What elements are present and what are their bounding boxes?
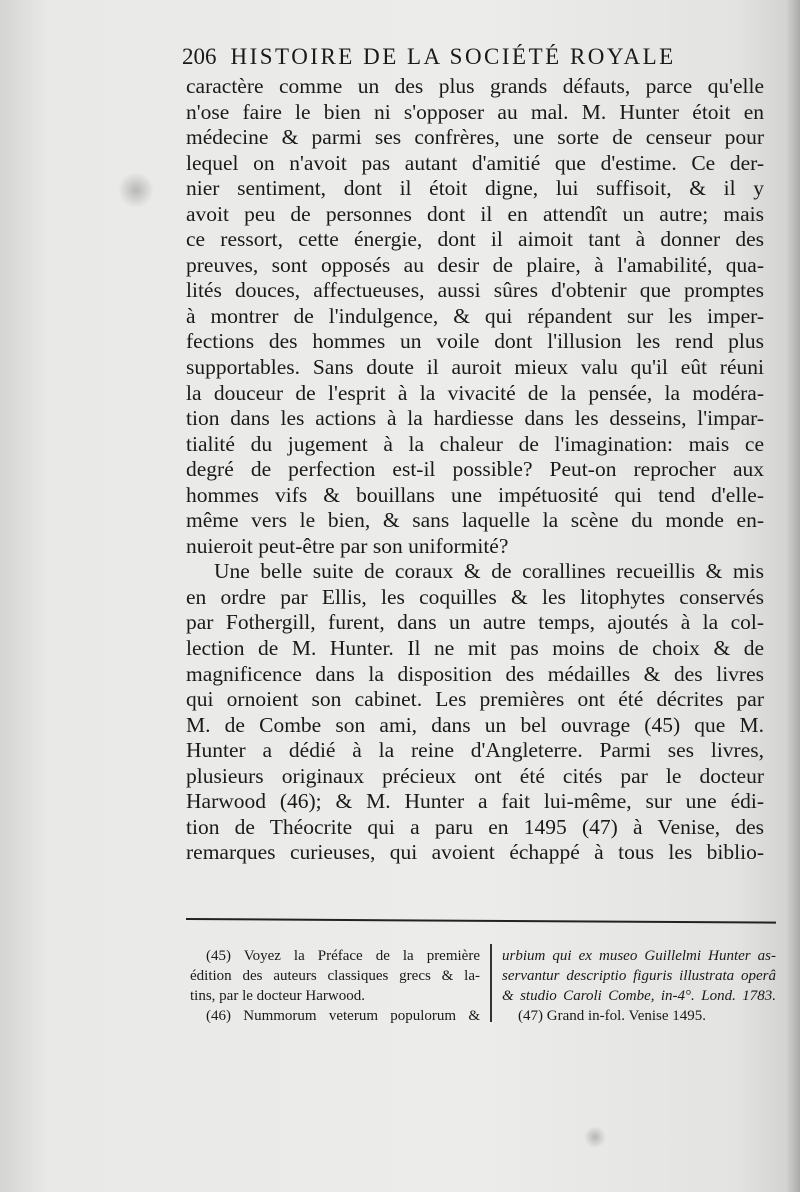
page-number: 206 xyxy=(182,44,217,69)
footnotes-left-column xyxy=(190,946,480,1026)
text-line: lequel on n'avoit pas autant d'amitié que d'estime. Ce der- xyxy=(186,150,764,175)
text-line: Une belle suite de coraux & de corallines recueillis & mis xyxy=(214,559,764,584)
text-line: tialité du jugement à la chaleur de l'imagination: mais ce xyxy=(186,431,764,456)
paper-stain xyxy=(118,172,154,208)
footnote-line: (46) Nummorum veterum populorum & xyxy=(206,1008,480,1024)
text-line: nier sentiment, dont il étoit digne, lui suffisoit, & il y xyxy=(186,176,764,201)
text-line: à montrer de l'indulgence, & qui répandent sur les imper- xyxy=(186,303,764,328)
footnote-line: & studio Caroli Combe, in-4°. Lond. 1783. xyxy=(502,988,776,1004)
footnote-line: servantur descriptio figuris illustrata operâ xyxy=(502,968,776,984)
page-edge-shadow xyxy=(786,0,800,1192)
paper-stain xyxy=(584,1126,606,1148)
text-line: supportables. Sans doute il auroit mieux valu qu'il eût réuni xyxy=(186,355,764,380)
text-line: Harwood (46); & M. Hunter a fait lui-même, sur une édi- xyxy=(186,789,764,814)
text-line: avoit peu de personnes dont il en attendît un autre; mais xyxy=(186,201,764,226)
footnote-line: tins, par le docteur Harwood. xyxy=(190,988,365,1004)
running-title: HISTOIRE DE LA SOCIÉTÉ ROYALE xyxy=(230,44,676,69)
text-line: magnificence dans la disposition des médailles & des livres xyxy=(186,661,764,686)
text-line: même vers le bien, & sans laquelle la scène du monde en- xyxy=(186,508,764,533)
running-header xyxy=(182,44,742,70)
text-line: lités douces, affectueuses, aussi sûres d'obtenir que promptes xyxy=(186,278,764,303)
text-line: nuieroit peut-être par son uniformité? xyxy=(186,533,509,558)
footnotes-right-column xyxy=(502,946,776,1026)
text-line: M. de Combe son ami, dans un bel ouvrage (45) que M. xyxy=(186,712,764,737)
text-line: médecine & parmi ses confrères, une sorte de censeur pour xyxy=(186,125,764,150)
text-line: en ordre par Ellis, les coquilles & les litophytes conservés xyxy=(186,584,764,609)
text-line: plusieurs originaux précieux ont été cités par le docteur xyxy=(186,763,764,788)
text-line: hommes vifs & bouillans une impétuosité qui tend d'elle- xyxy=(186,482,764,507)
text-line: caractère comme un des plus grands défauts, parce qu'elle xyxy=(186,74,764,98)
text-line: preuves, sont opposés au desir de plaire, à l'amabilité, qua- xyxy=(186,252,764,277)
text-line: n'ose faire le bien ni s'opposer au mal. M. Hunter étoit en xyxy=(186,99,764,124)
footnote-line: (45) Voyez la Préface de la première xyxy=(206,948,480,964)
text-line: remarques curieuses, qui avoient échappé à tous les biblio- xyxy=(186,840,764,865)
footnote-rule xyxy=(186,918,776,924)
text-line: Hunter a dédié à la reine d'Angleterre. Parmi ses livres, xyxy=(186,738,764,763)
text-line: qui ornoient son cabinet. Les premières ont été décrites par xyxy=(186,687,764,712)
text-line: par Fothergill, furent, dans un autre temps, ajoutés à la col- xyxy=(186,610,764,635)
text-line: la douceur de l'esprit à la vivacité de la pensée, la modéra- xyxy=(186,380,764,405)
text-line: tion dans les actions à la hardiesse dans les desseins, l'impar- xyxy=(186,406,764,431)
footnote-column-divider xyxy=(490,944,492,1022)
body-text xyxy=(186,74,764,866)
text-line: degré de perfection est-il possible? Peut-on reprocher aux xyxy=(186,457,764,482)
text-line: lection de M. Hunter. Il ne mit pas moins de choix & de xyxy=(186,636,764,661)
footnote-line: édition des auteurs classiques grecs & la- xyxy=(190,968,480,984)
footnote-line: (47) Grand in-fol. Venise 1495. xyxy=(518,1008,707,1024)
text-line: tion de Théocrite qui a paru en 1495 (47) à Venise, des xyxy=(186,814,764,839)
footnote-line: urbium qui ex museo Guillelmi Hunter as- xyxy=(502,948,776,964)
text-line: fections des hommes un voile dont l'illusion les rend plus xyxy=(186,329,764,354)
text-line: ce ressort, cette énergie, dont il aimoit tant à donner des xyxy=(186,227,764,252)
